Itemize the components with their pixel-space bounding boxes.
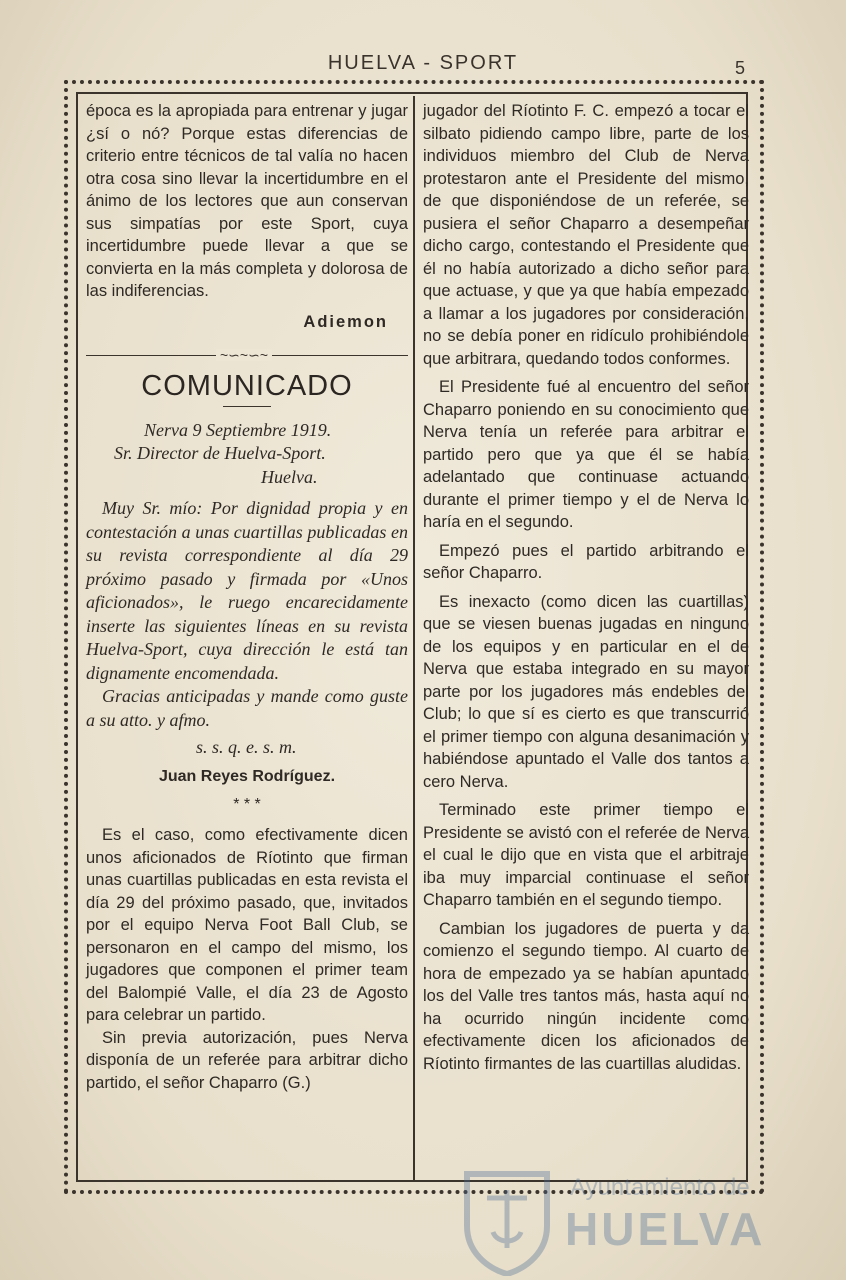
running-header-title: HUELVA - SPORT: [327, 52, 519, 74]
body-paragraph: jugador del Ríotinto F. C. empezó a tocar el silbato pidiendo campo libre, parte de los individuos miembro del Club de Nerva protestaron ante el Presidente del mismo, de que disponiéndose de un referée, se pusiera el señor Chaparro a desempeñar dicho cargo, contestando el Presidente que él no había autorizado a dicho señor para que actuase, y que ya que había empezado a llamar a los jugadores por consideración, no se debía poner en ridículo prohibiéndole que arbitrara, quedando todos conformes.: [423, 102, 749, 368]
body-paragraph: Sin previa autorización, pues Nerva disponía de un referée para arbitrar dicho partido, el señor Chaparro (G.): [86, 1028, 408, 1092]
letter-block: [86, 419, 408, 760]
body-paragraph: Es inexacto (como dicen las cuartillas) que se viesen buenas jugadas en ninguno de los equipos y en particular en el de Nerva que estaba integrado en su mayor parte por los jugadores más endebles del Club; lo que sí es cierto es que transcurrió el primer tiempo con alguna desanimación y habiéndose apuntado el Valle dos tantos a cero Nerva.: [423, 592, 749, 791]
letter-closing: s. s. q. e. s. m.: [196, 737, 297, 757]
archive-watermark: [445, 1168, 775, 1278]
letter-dateline: Nerva 9 Septiembre 1919.: [144, 419, 332, 440]
watermark-line-2: HUELVA: [565, 1203, 766, 1255]
asterism-separator: * * *: [233, 796, 261, 813]
author-signature: Adiemon: [303, 312, 388, 331]
section-heading: COMUNICADO: [141, 370, 353, 402]
body-paragraph: Es el caso, como efectivamente dicen unos aficionados de Ríotinto que firman unas cuartillas publicadas en esta revista el día 29 del próximo pasado, que, invitados por el equipo Nerva Foot Ball Club, se personaron en el campo del mismo, los jugadores que componen el primer team del Balompié Valle, el día 23 de Agosto para celebrar un partido.: [86, 826, 408, 1024]
body-paragraph: Cambian los jugadores de puerta y da comienzo el segundo tiempo. Al cuarto de hora de empezado ya se habían apuntado los del Valle tres tantos más, hasta aquí no ha ocurrido ningún incidente como efectivamente dicen los aficionados de Ríotinto firmantes de las cuartillas aludidas.: [423, 919, 749, 1073]
opening-paragraph: época es la apropiada para entrenar y jugar ¿sí o nó? Porque estas diferencias de criterio entre técnicos de tal valía no hacen otra cosa sino llevar la incertidumbre en el ánimo de los lectores que aun conservan sus simpatías por este Sport, cuya incertidumbre puede llevar a que se convierta en la más completa y dolorosa de las indiferencias.: [86, 102, 408, 300]
page-number: 5: [735, 58, 746, 78]
right-column: [423, 100, 749, 1075]
body-paragraph: El Presidente fué al encuentro del señor Chaparro poniendo en su conocimiento que Nerva tenía un referée para arbitrar el partido pero que ya que él se había adelantado que continuase actuando durante el primer tiempo y el de Nerva lo haría en el segundo.: [423, 378, 749, 531]
letter-body: Muy Sr. mío: Por dignidad propia y en contestación a unas cuartillas publicadas en su revista correspondiente al día 29 próximo pasado y firmada por «Unos aficionados», le ruego encarecidamente inserte las siguientes líneas en su revista Huelva-Sport, cuya dirección le está tan dignamente encomendada.: [86, 498, 408, 683]
letter-city: Huelva.: [261, 466, 318, 487]
swirl-ornament-icon: ~∽~∽~: [216, 349, 272, 361]
left-column: [86, 100, 408, 1094]
letter-signer: Juan Reyes Rodríguez.: [158, 767, 336, 785]
ornamental-rule: [86, 347, 408, 363]
shield-icon: [457, 1168, 557, 1276]
body-paragraph: Terminado este primer tiempo el Presidente se avistó con el referée de Nerva el cual le dijo que en vista que el arbitraje iba muy imparcial continuase el señor Chaparro también en el segundo tiempo.: [423, 801, 749, 909]
letter-thanks: Gracias anticipadas y mande como guste a su atto. y afmo.: [86, 686, 408, 730]
letter-addressee: Sr. Director de Huelva-Sport.: [114, 443, 326, 463]
watermark-line-1: Ayuntamiento de: [570, 1174, 750, 1201]
heading-rule: [223, 406, 271, 407]
body-paragraph: Empezó pues el partido arbitrando el señor Chaparro.: [423, 541, 749, 582]
column-divider: [413, 96, 415, 1180]
